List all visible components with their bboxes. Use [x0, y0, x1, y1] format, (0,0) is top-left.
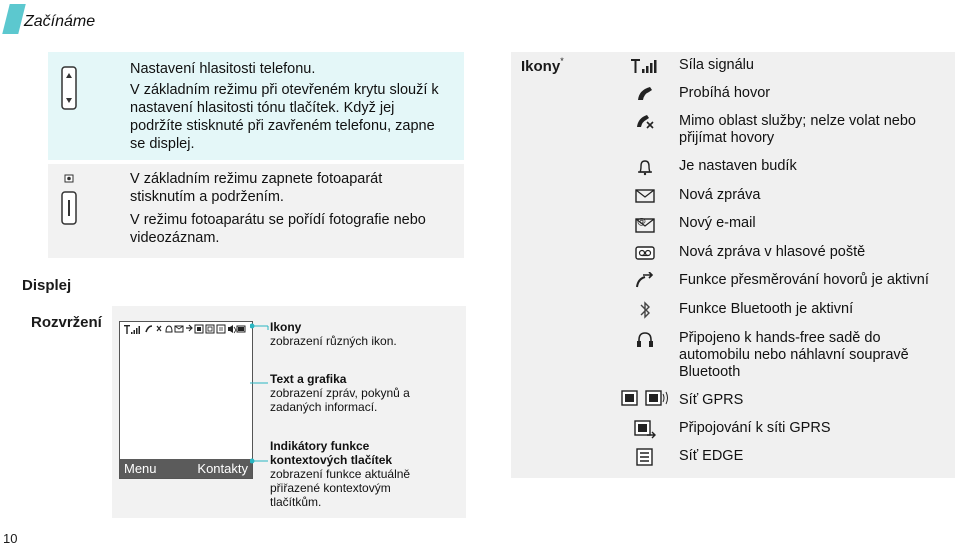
- camera-line-2: stisknutím a podržením.: [130, 189, 284, 205]
- page-title: Začínáme: [24, 13, 96, 30]
- icon-label-bluetooth: Funkce Bluetooth je aktivní: [679, 301, 854, 317]
- callout-text-title: Text a grafika: [270, 372, 347, 386]
- icons-title-mark: *: [560, 56, 564, 66]
- handsfree-icon: [630, 330, 660, 350]
- icons-panel-title: [521, 58, 564, 75]
- camera-line-3: V režimu fotoaparátu se pořídí fotografie nebo: [130, 212, 426, 228]
- layout-label: Rozvržení: [31, 314, 102, 331]
- icon-label-handsfree-1: Připojeno k hands-free sadě do: [679, 330, 881, 346]
- icon-label-no-service-2: přijímat hovory: [679, 130, 775, 146]
- icon-label-signal: Síla signálu: [679, 57, 754, 73]
- icon-label-no-service-1: Mimo oblast služby; nelze volat nebo: [679, 113, 916, 129]
- gprs-icon: [621, 388, 671, 408]
- volume-line-4: podržíte stisknuté při zavřeném telefonu, zapne: [130, 118, 435, 134]
- bluetooth-icon: [630, 300, 660, 320]
- callout-ind-desc-2: přiřazené kontextovým: [270, 481, 391, 495]
- camera-line-1: V základním režimu zapnete fotoaparát: [130, 171, 383, 187]
- volume-line-3: nastavení hlasitosti tónu tlačítek. Když jej: [130, 100, 395, 116]
- callout-icons-title: Ikony: [270, 320, 302, 334]
- icon-label-alarm: Je nastaven budík: [679, 158, 797, 174]
- new-email-icon: [630, 214, 660, 234]
- page-number: 10: [3, 531, 18, 545]
- volume-line-5: se displej.: [130, 136, 195, 152]
- callout-ind-desc-3: tlačítkům.: [270, 495, 322, 509]
- new-message-icon: [630, 186, 660, 206]
- icons-title-text: Ikony: [521, 58, 561, 75]
- callout-ind-title-1: Indikátory funkce: [270, 439, 370, 453]
- icon-label-call: Probíhá hovor: [679, 85, 771, 101]
- gprs-connecting-icon: [630, 419, 660, 439]
- call-forward-icon: [630, 271, 660, 291]
- callout-text-desc-1: zobrazení zpráv, pokynů a: [270, 386, 410, 400]
- icon-label-gprs-connecting: Připojování k síti GPRS: [679, 420, 831, 436]
- softkey-menu: Menu: [124, 461, 157, 476]
- no-service-icon: [630, 112, 660, 132]
- callout-text: [270, 372, 410, 414]
- volume-line-1: Nastavení hlasitosti telefonu.: [130, 61, 316, 77]
- callout-connectors: [250, 320, 272, 470]
- softkey-bar: [120, 459, 252, 478]
- callout-icons: [270, 320, 397, 348]
- callout-text-desc-2: zadaných informací.: [270, 400, 378, 414]
- header-tab-marker: [2, 4, 25, 34]
- screen-status-bar: [120, 322, 252, 337]
- icon-label-email: Nový e-mail: [679, 215, 756, 231]
- display-section-label: Displej: [22, 277, 72, 294]
- icon-label-voicemail: Nová zpráva v hlasové poště: [679, 244, 866, 260]
- voicemail-icon: [630, 243, 660, 263]
- icon-label-gprs: Síť GPRS: [679, 392, 744, 408]
- alarm-bell-icon: [630, 157, 660, 177]
- softkey-contacts: Kontakty: [197, 461, 248, 476]
- camera-line-4: videozáznam.: [130, 230, 220, 246]
- icon-label-forward: Funkce přesměrování hovorů je aktivní: [679, 272, 929, 288]
- icon-label-edge: Síť EDGE: [679, 448, 744, 464]
- icon-label-handsfree-3: Bluetooth: [679, 364, 741, 380]
- edge-icon: [630, 447, 660, 467]
- phone-screen-mock: [119, 321, 253, 479]
- callout-indicators: [270, 439, 410, 509]
- camera-key-icon: [60, 174, 78, 226]
- icon-label-handsfree-2: automobilu nebo náhlavní soupravě: [679, 347, 909, 363]
- svg-text:@: @: [637, 217, 646, 227]
- callout-ind-title-2: kontextových tlačítek: [270, 453, 393, 467]
- status-icons-strip: [124, 324, 246, 335]
- signal-strength-icon: [630, 56, 660, 76]
- call-in-progress-icon: [630, 84, 660, 104]
- volume-line-2: V základním režimu při otevřeném krytu slouží k: [130, 82, 439, 98]
- volume-key-icon: [60, 66, 78, 110]
- icon-label-message: Nová zpráva: [679, 187, 761, 203]
- callout-icons-desc: zobrazení různých ikon.: [270, 334, 397, 348]
- callout-ind-desc-1: zobrazení funkce aktuálně: [270, 467, 411, 481]
